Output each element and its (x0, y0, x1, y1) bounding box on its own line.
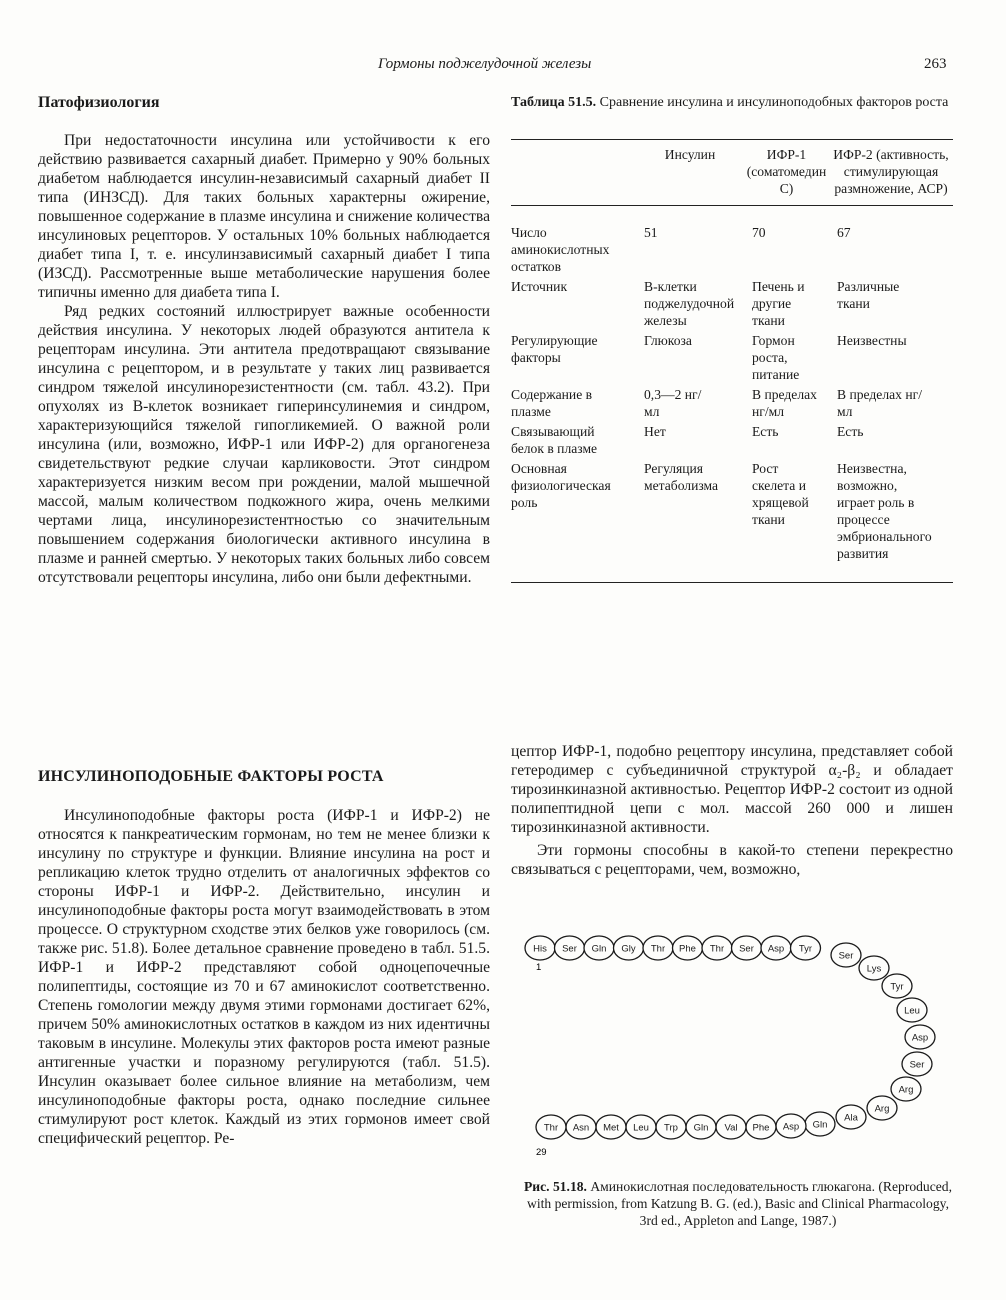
residue-label: Ser (909, 1059, 925, 1071)
residue-label: Arg (874, 1103, 890, 1115)
figure-caption-text: Аминокислотная последовательность глюкагона. (Reproduced, with permission, from Katzung B. G. (ed.), Basic and Clinical Pharmacology, 3rd ed., Appleton and Lange, 1987.) (527, 1179, 952, 1228)
residue-label: Tyr (890, 981, 904, 993)
comparison-table (511, 139, 953, 583)
residue-label: Phe (752, 1122, 770, 1134)
paragraph-rare-conditions: Ряд редких состояний иллюстрирует важные особенности действия инсулина. У некоторых людей образуются антитела к рецепторам инсулина. Эти антитела предотвращают связывание инсулина с рецептором, и в результате у таких лиц развивается синдром тяжелой инсулинорезистентности (см. табл. 43.2). При опухолях из В-клеток возникает гиперинсулинемия и синдром, характеризующийся тяжелой гипогликемией. О важной роли инсулина (или, возможно, ИФР-1 или ИФР-2) для органогенеза свидетельствуют редкие случаи карликовости. Этот синдром характеризуется низким весом при рождении, малой мышечной массой, малым количеством подкожного жира, очень мелкими чертами лица, инсулинорезистентностью со значительным повышением содержания биологически активного инсулина в плазме и ранней смертью. У некоторых таких больных либо совсем отсутствовали рецепторы инсулина, либо они были дефектными. (38, 303, 490, 586)
residue-label: Met (603, 1122, 619, 1134)
table-cell: Нет (644, 424, 666, 439)
residue-label: Asp (767, 943, 785, 955)
paragraph-igf-receptor: цептор ИФР-1, подобно рецептору инсулина, представляет собой гетеродимер с субъединичной структурой α₂-β₂ и обладает тирозинкиназной активностью. Рецептор ИФР-2 состоит из одной полипептидной цепи с мол. массой 260 000 и лишен тирозинкиназной активности. (511, 743, 953, 836)
residue-label: Asp (782, 1121, 800, 1133)
residue-label: Ser (562, 943, 577, 955)
table-row (511, 459, 953, 583)
table-cell: Содержание в плазме (511, 387, 593, 419)
residue-label: Asn (572, 1122, 590, 1134)
residue-label: Phe (679, 943, 696, 955)
residue-label-last: 29 (536, 1147, 547, 1158)
residue-label: Arg (898, 1084, 914, 1096)
residue-label: Gly (621, 943, 636, 955)
residue-label: Lys (866, 963, 882, 975)
table-cell: Рост скелета и хрящевой ткани (752, 461, 809, 527)
table-row (511, 331, 953, 385)
table-cell: Есть (752, 424, 779, 439)
residue-label: Gln (591, 943, 607, 955)
residue-chain (525, 936, 935, 1139)
table-row (511, 422, 953, 459)
residue-label: Asp (911, 1032, 929, 1044)
table-caption (511, 94, 951, 111)
residue-label-first: 1 (536, 962, 542, 973)
table-label: Таблица 51.5. (511, 95, 597, 110)
table-cell: Гормон роста, питание (752, 333, 800, 382)
table-cell: Различные ткани (837, 279, 900, 311)
residue-label: Gln (812, 1119, 828, 1131)
table-cell: Есть (837, 424, 864, 439)
table-cell: Глюкоза (644, 333, 692, 348)
residue-label: Ser (739, 943, 754, 955)
paragraph-igf: Инсулиноподобные факторы роста (ИФР-1 и ИФР-2) не относятся к панкреатическим гормонам, но тем не менее близки к инсулину по структуре и функции. Влияние инсулина на рост и репликацию клеток трудно отделить от аналогичных эффектов со стороны ИФР-1 и ИФР-2. Действительно, инсулин и инсулиноподобные факторы роста могут взаимодействовать в этом процессе. О структурном сходстве этих белков уже говорилось (см. также рис. 51.8). Более детальное сравнение проведено в табл. 51.5. ИФР-1 и ИФР-2 представляют собой одноцепочечные полипептиды, состоящие из 70 и 67 аминокислот соответственно. Степень гомологии между двумя этими гормонами достигает 62%, причем 50% аминокислотных остатков в каждом из них идентичны таковым в инсулине. Молекулы этих факторов роста имеют разные антигенные участки и поразному регулируются (табл. 51.5). Инсулин оказывает более сильное влияние на метаболизм, чем инсулиноподобные факторы роста, однако последние сильнее стимулируют рост клеток. Каждый из этих гормонов имеет свой специфический рецептор. Ре- (38, 807, 490, 1147)
table-cell: Печень и другие ткани (752, 279, 805, 328)
table-row (511, 385, 953, 422)
residue-label: Ser (838, 950, 854, 962)
table-cell: Неизвестны (837, 333, 907, 348)
residue-label: His (533, 943, 547, 955)
residue-label: Thr (650, 943, 666, 955)
table-row (511, 277, 953, 331)
residue-label: Gln (693, 1122, 709, 1134)
table-cell: 67 (837, 225, 851, 240)
table-header-cell (511, 140, 636, 206)
residue-label: Trp (664, 1122, 678, 1134)
page-number: 263 (924, 56, 947, 72)
table-cell: В-клетки поджелудочной железы (644, 279, 735, 328)
table-cell: Неизвестна, возможно, играет роль в процессе эмбрионального развития (837, 461, 932, 561)
right-column-text (511, 742, 953, 879)
table-cell: Источник (511, 279, 568, 294)
table-header-cell: ИФР-1 (соматомедин С) (746, 147, 827, 196)
glucagon-sequence-figure (514, 922, 954, 1172)
table-cell: 70 (752, 225, 766, 240)
table-cell: Регулирующие факторы (511, 333, 598, 365)
residue-label: Thr (543, 1122, 559, 1134)
paragraph-cross-binding: Эти гормоны способны в какой-то степени перекрестно связываться с рецепторами, чем, возможно, (511, 842, 953, 878)
left-column-top (38, 131, 490, 587)
table-cell: 0,3—2 нг/мл (644, 387, 702, 419)
figure-label: Рис. 51.18. (524, 1179, 587, 1194)
table-cell: Связывающий белок в плазме (511, 424, 598, 456)
residue-label: Val (724, 1122, 738, 1134)
table-cell: Основная физиологическая роль (511, 461, 611, 510)
table-header-cell: Инсулин (664, 147, 716, 162)
table-cell: В пределах нг/мл (752, 387, 817, 419)
residue-label: Leu (904, 1005, 920, 1017)
table-title: Сравнение инсулина и инсулиноподобных факторов роста (599, 95, 949, 110)
section-heading-igf: ИНСУЛИНОПОДОБНЫЕ ФАКТОРЫ РОСТА (38, 768, 384, 785)
residue-label: Thr (709, 943, 725, 955)
paragraph-diabetes: При недостаточности инсулина или устойчивости к его действию развивается сахарный диабет. Примерно у 90% больных диабетом наблюдается инсулин-независимый сахарный диабет II типа (ИНЗСД). Для таких больных характерны ожирение, повышенное содержание в плазме инсулина и снижение количества инсулиновых рецепторов. У остальных 10% больных наблюдается диабет типа I, т. е. инсулинзависимый сахарный диабет I типа (ИЗСД). Рассмотренные выше метаболические нарушения более типичны именно для диабета типа I. (38, 132, 490, 301)
residue-label: Leu (633, 1122, 649, 1134)
table-row (511, 206, 953, 278)
table-header-cell: ИФР-2 (активность, стимулирующая размножение, АСР) (833, 147, 949, 196)
table-cell: В пределах нг/мл (837, 387, 922, 419)
table-cell: 51 (644, 225, 658, 240)
figure-caption (518, 1178, 958, 1229)
left-column-bottom (38, 806, 490, 1148)
table-cell: Число аминокислотных остатков (511, 225, 610, 274)
table-cell: Регуляция метаболизма (644, 461, 719, 493)
residue-label: Ala (844, 1112, 858, 1124)
subheading-pathophysiology: Патофизиология (38, 94, 160, 111)
table-header-row (511, 140, 953, 206)
residue-label: Tyr (798, 943, 813, 955)
running-title: Гормоны поджелудочной железы (378, 56, 592, 72)
